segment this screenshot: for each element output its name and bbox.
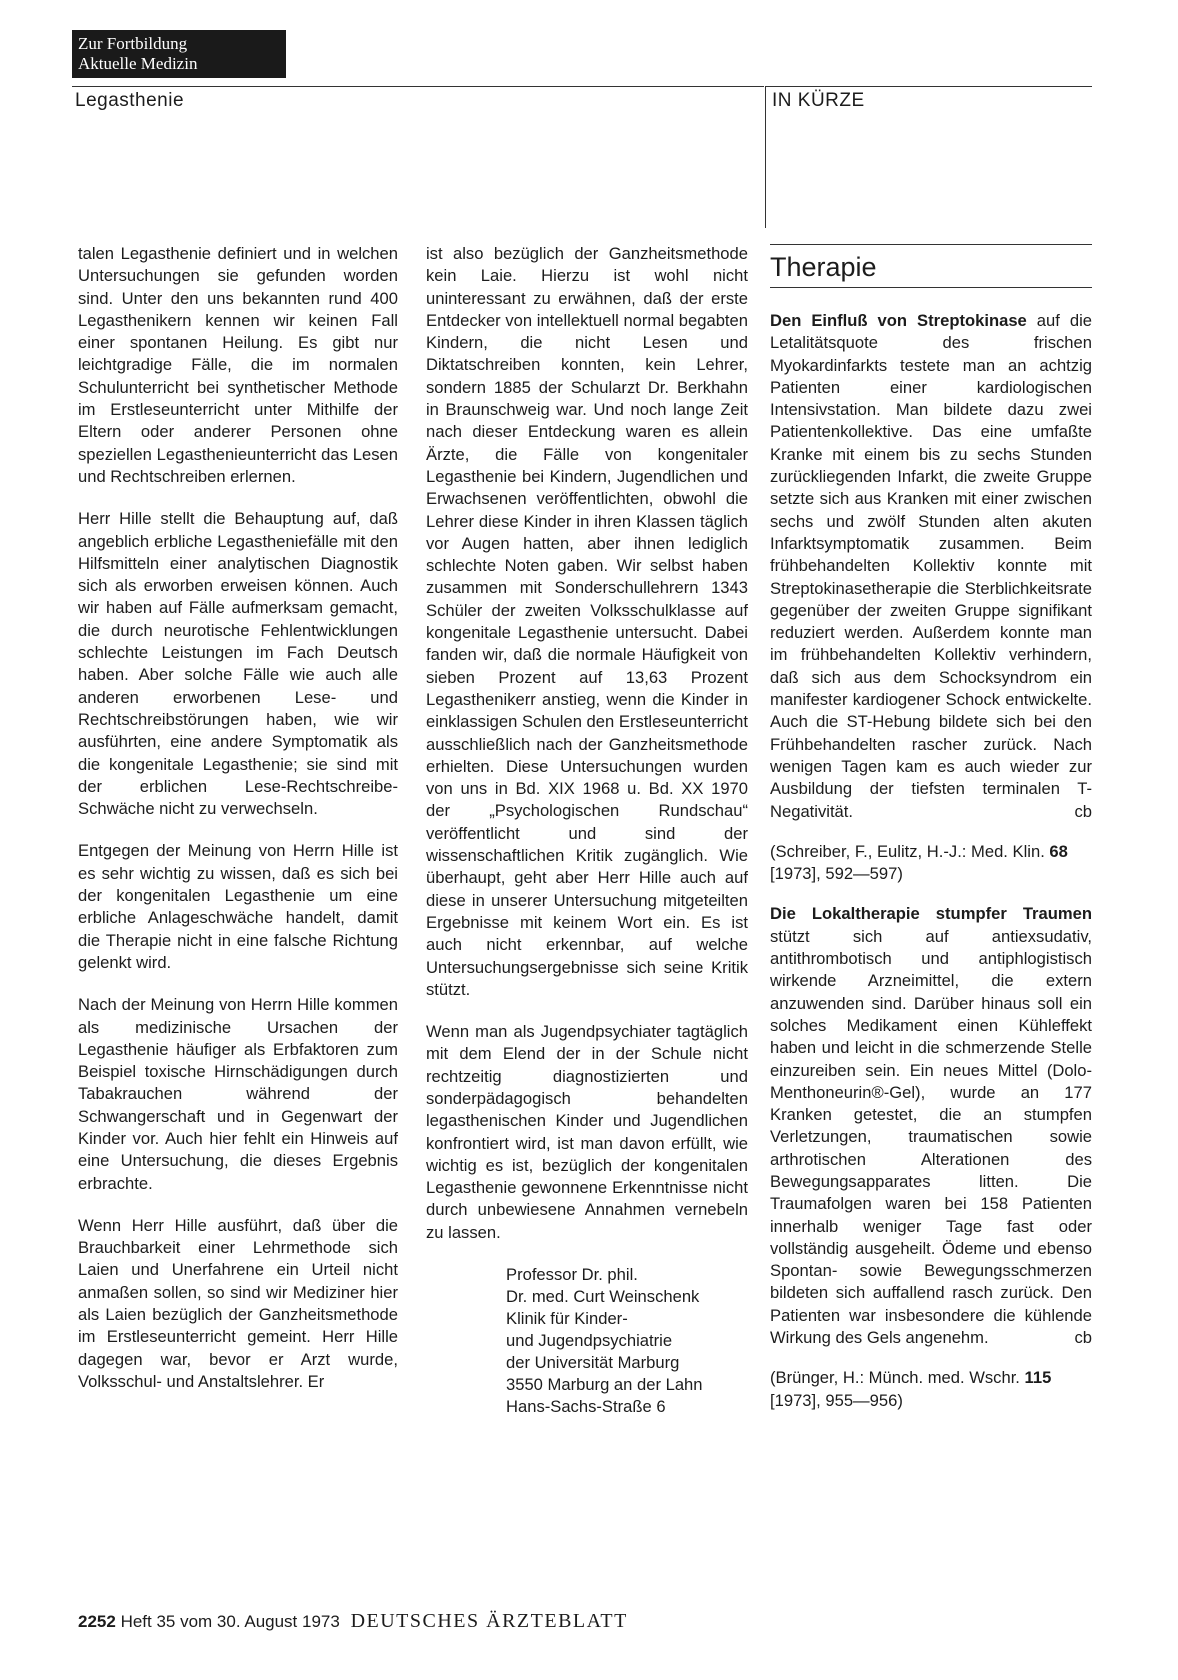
reference-text: [1973], 955—956) [770, 1390, 903, 1410]
page-number: 2252 [78, 1612, 116, 1631]
signature-line: 3550 Marburg an der Lahn [506, 1375, 703, 1395]
news-item-lokaltherapie [770, 903, 1092, 1349]
author-initials: cb [1074, 801, 1092, 821]
author-signature [506, 1264, 748, 1418]
author-initials: cb [1074, 1328, 1092, 1348]
therapie-heading: Therapie [770, 252, 877, 282]
paragraph: Entgegen der Meinung von Herrn Hille ist es sehr wichtig zu wissen, daß es sich bei der kongenitalen Legasthenie um eine erbliche Anlageschwäche handelt, damit die Therapie nicht in eine falsche Richtung gelenkt wird. [78, 841, 398, 972]
reference-text: [1973], 592—597) [770, 864, 903, 884]
news-item-streptokinase [770, 310, 1092, 823]
signature-line: und Jugendpsychiatrie [506, 1331, 673, 1351]
reference-text: (Brünger, H.: Münch. med. Wschr. [770, 1368, 1025, 1388]
signature-line: Dr. med. Curt Weinschenk [506, 1287, 700, 1307]
reference-1 [770, 841, 1092, 886]
paragraph: ist also bezüglich der Ganzheitsmethode kein Laie. Hierzu ist wohl nicht uninteressant zu erwähnen, daß der erste Entdecker von intellektuell normal begabten Kindern, die nicht Lesen und Diktatschreiben konnten, kein Lehrer, sondern 1885 der Schularzt Dr. Berkhahn in Braunschweig war. Und noch lange Zeit nach dieser Entdeckung waren es allein Ärzte, die Fälle von kongenitaler Legasthenie bei Kindern, Jugendlichen und Erwachsenen veröffentlichten, obwohl die Lehrer diese Kinder in ihren Klassen täglich vor Augen hatten, aber ihnen lediglich schlechte Noten gaben. Wir selbst haben zusammen mit Sonderschullehrern 1343 Schüler der zweiten Volksschulklasse auf kongenitale Legasthenie untersucht. Dabei fanden wir, daß die normale Häufigkeit von sieben Prozent auf 13,63 Prozent Legasthenikerr anstieg, wenn die Kinder in einklassigen Schulen den Erstleseunterricht ausschließlich nach der Ganzheitsmethode erhielten. Diese Untersuchungen wurden von uns in Bd. XIX 1968 u. Bd. XX 1970 der „Psychologischen Rundschau“ veröffentlicht und sind der wissenschaftlichen Kritik zugänglich. Wie überhaupt, geht aber Herr Hille auch auf diese in unserer Untersuchung mitgeteilten Ergebnisse mit keinem Wort ein. Es ist auch nicht erkennbar, auf welche Untersuchungsergebnisse sich seine Kritik stützt. [426, 244, 748, 999]
header-rule-left [72, 86, 764, 87]
page-footer [78, 1610, 628, 1633]
issue-info: Heft 35 vom 30. August 1973 [120, 1612, 340, 1631]
badge-line-2: Aktuelle Medizin [78, 54, 198, 73]
column-2 [426, 243, 748, 1418]
header-rule-right [766, 86, 1092, 87]
section-title-right: IN KÜRZE [772, 90, 865, 111]
signature-line: der Universität Marburg [506, 1353, 680, 1373]
heading-rule-bottom [770, 287, 1092, 288]
signature-line: Hans-Sachs-Straße 6 [506, 1397, 666, 1417]
column-3-in-kuerze [770, 244, 1092, 1430]
section-badge [72, 30, 286, 78]
paragraph: Wenn man als Jugendpsychiater tagtäglich mit dem Elend der in der Schule nicht rechtzeitig diagnostizierten und sonderpädagogisch behandelten legasthenischen Kinder und Jugendlichen konfrontiert wird, ist man davon erfüllt, wie wichtig es ist, bezüglich der kongenitalen Legasthenie gewonnene Erkenntnisse nicht durch unbewiesene Annahmen vernebeln zu lassen. [426, 1022, 748, 1242]
signature-line: Klinik für Kinder- [506, 1309, 628, 1329]
item-lead: Die Lokaltherapie stumpfer Traumen [770, 904, 1092, 924]
paragraph: talen Legasthenie definiert und in welchen Untersuchungen sie gefunden worden sind. Unter den uns bekannten rund 400 Legasthenikern kennen wir keinen Fall einer spontanen Heilung. Es gibt nur leichtgradige Fälle, die im normalen Schulunterricht bei synthetischer Methode im Erstleseunterricht unter Mithilfe der Eltern oder anderer Personen ohne speziellen Legasthenieunterricht das Lesen und Rechtschreiben erlernen. [78, 244, 398, 486]
reference-text: (Schreiber, F., Eulitz, H.-J.: Med. Klin. [770, 841, 1050, 861]
paragraph: Herr Hille stellt die Behauptung auf, daß angeblich erbliche Legastheniefälle mit den Hilfsmitteln einer analytischen Diagnostik sich als erworben erweisen können. Auch wir haben auf Fälle aufmerksam gemacht, die durch neurotische Fehlentwicklungen schlechte Leistungen im Fach Deutsch haben. Aber solche Fälle wie auch alle anderen erworbenen Lese- und Rechtschreibstörungen haben, wie wir ausführten, eine andere Symptomatik als die kongenitale Legasthenie; sie sind mit der erblichen Lese-Rechtschreibe-Schwäche nicht zu verwechseln. [78, 509, 398, 819]
journal-title: DEUTSCHES ÄRZTEBLATT [350, 1610, 628, 1632]
heading-rule-top [770, 244, 1092, 245]
paragraph: Nach der Meinung von Herrn Hille kommen als medizinische Ursachen der Legasthenie häufiger als Erbfaktoren zum Beispiel toxische Hirnschädigungen durch Tabakrauchen während der Schwangerschaft und in Gegenwart der Kinder vor. Auch hier fehlt ein Hinweis auf eine Untersuchung, die dieses Ergebnis erbrachte. [78, 995, 398, 1193]
signature-line: Professor Dr. phil. [506, 1265, 638, 1285]
reference-volume: 68 [1049, 841, 1068, 861]
reference-volume: 115 [1024, 1368, 1052, 1388]
item-body: auf die Letalitätsquote des frischen Myokardinfarkts testete man an achtzig Patienten einer kardiologischen Intensivstation. Man bildete dazu zwei Patientenkollektive. Das eine umfaßte Kranke mit einem bis zu sechs Stunden zurückliegenden Infarkt, die zweite Gruppe setzte sich aus Kranken mit einer zwischen sechs und zwölf Stunden alten akuten Infarktsymptomatik zusammen. Beim frühbehandelten Kollektiv konnte mit Streptokinasetherapie die Sterblichkeitsrate gegenüber der zweiten Gruppe signifikant reduziert werden. Außerdem konnte man im frühbehandelten Kollektiv verhindern, daß sich aus dem Schocksyndrom ein manifester kardiogener Schock entwickelte. Auch die ST-Hebung bildete sich bei den Frühbehandelten rascher zurück. Nach wenigen Tagen kam es auch wieder zur Ausbildung der tiefsten terminalen T-Negativität. [770, 311, 1092, 821]
column-1 [78, 243, 398, 1413]
reference-2 [770, 1367, 1092, 1412]
badge-line-1: Zur Fortbildung [78, 34, 188, 53]
item-body: stützt sich auf antiexsudativ, antithrombotisch und antiphlogistisch wirkende Arzneimittel, die extern anzuwenden sind. Darüber hinaus soll ein solches Medikament einen Kühleffekt haben und leicht in die schmerzende Stelle einzureiben sein. Ein neues Mittel (Dolo-Menthoneurin®-Gel), wurde an 177 Kranken getestet, die an stumpfen Verletzungen, traumatischen sowie arthrotischen Alterationen des Bewegungsapparates litten. Die Traumafolgen waren bei 158 Patienten innerhalb weniger Tage fast oder vollständig ausgeheilt. Ödeme und ebenso Spontan- sowie Bewegungsschmerzen bildeten sich auffallend rasch zurück. Den Patienten war insbesondere die kühlende Wirkung des Gels angenehm. [770, 926, 1092, 1348]
paragraph: Wenn Herr Hille ausführt, daß über die Brauchbarkeit einer Lehrmethode sich Laien und Unerfahrene ein Urteil nicht anmaßen sollen, so sind wir Mediziner hier als Laien bezüglich der Ganzheitsmethode im Erstleseunterricht gemeint. Herr Hille dagegen war, bevor er Arzt wurde, Volksschul- und Anstaltslehrer. Er [78, 1215, 398, 1391]
column-divider [765, 86, 766, 228]
item-lead: Den Einfluß von Streptokinase [770, 311, 1027, 330]
section-title-left: Legasthenie [75, 90, 185, 111]
